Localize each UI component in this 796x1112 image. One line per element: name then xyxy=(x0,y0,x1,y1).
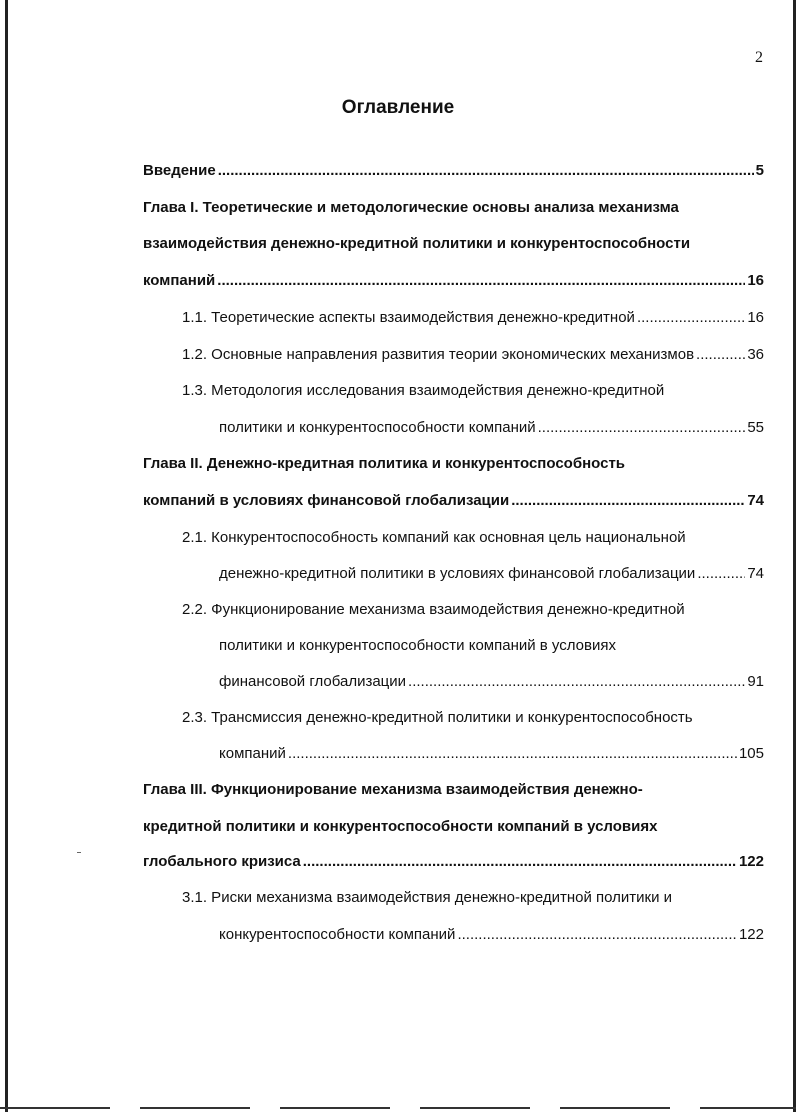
scan-speck xyxy=(77,852,81,853)
toc-entry-text: компаний в условиях финансовой глобализации xyxy=(143,492,510,509)
toc-entry-text: денежно-кредитной политики в условиях финансовой глобализации xyxy=(219,565,696,582)
toc-entry-text: 1.1. Теоретические аспекты взаимодействия денежно-кредитной xyxy=(182,309,635,326)
dot-leader xyxy=(511,490,745,512)
toc-page-ref: 122 xyxy=(738,853,764,870)
toc-page-ref: 16 xyxy=(747,309,764,326)
toc-chapter-2-line-2[interactable] xyxy=(143,490,764,512)
toc-chapter-1-line-2[interactable]: взаимодействия денежно-кредитной политики и конкурентоспособности xyxy=(143,235,691,252)
dot-leader xyxy=(696,344,745,366)
toc-chapter-3-line-1[interactable]: Глава III. Функционирование механизма взаимодействия денежно- xyxy=(143,781,643,798)
toc-page-ref: 16 xyxy=(747,272,764,289)
page-number: 2 xyxy=(755,49,763,66)
toc-entry-text: компаний xyxy=(143,272,216,289)
toc-entry-text: 1.2. Основные направления развития теории экономических механизмов xyxy=(182,346,695,363)
toc-entry-text: политики и конкурентоспособности компаний xyxy=(219,419,536,436)
toc-section-2-3-line-1[interactable]: 2.3. Трансмиссия денежно-кредитной политики и конкурентоспособность xyxy=(182,709,693,726)
toc-entry-text: Введение xyxy=(143,162,216,179)
toc-section-2-3-line-2[interactable] xyxy=(219,743,764,765)
dot-leader xyxy=(288,743,737,765)
dot-leader xyxy=(218,160,754,182)
toc-section-1-1[interactable] xyxy=(182,307,764,329)
dot-leader xyxy=(457,924,737,946)
toc-entry-text: финансовой глобализации xyxy=(219,673,407,690)
dot-leader xyxy=(408,671,745,693)
toc-chapter-3-line-2[interactable]: кредитной политики и конкурентоспособности компаний в условиях xyxy=(143,818,658,835)
toc-section-1-3-line-2[interactable] xyxy=(219,417,764,439)
dot-leader xyxy=(303,851,737,873)
toc-section-2-1-line-2[interactable] xyxy=(219,563,764,585)
toc-section-2-2-line-1[interactable]: 2.2. Функционирование механизма взаимодействия денежно-кредитной xyxy=(182,601,685,618)
dot-leader xyxy=(538,417,746,439)
dot-leader xyxy=(217,270,745,292)
toc-section-2-2-line-3[interactable] xyxy=(219,671,764,693)
toc-chapter-2-line-1[interactable]: Глава II. Денежно-кредитная политика и конкурентоспособность xyxy=(143,455,626,472)
toc-page-ref: 105 xyxy=(738,745,764,762)
toc-entry-text: компаний xyxy=(219,745,286,762)
toc-section-2-2-line-2[interactable]: политики и конкурентоспособности компаний в условиях xyxy=(219,637,616,654)
scan-edge-bottom xyxy=(0,1107,796,1109)
toc-entry-text: глобального кризиса xyxy=(143,853,301,870)
toc-chapter-1-line-3[interactable] xyxy=(143,270,764,292)
toc-section-1-2[interactable] xyxy=(182,344,764,366)
toc-page-ref: 55 xyxy=(747,419,764,436)
toc-section-3-1-line-1[interactable]: 3.1. Риски механизма взаимодействия денежно-кредитной политики и xyxy=(182,889,673,906)
scan-edge-left xyxy=(5,0,8,1112)
toc-page-ref: 74 xyxy=(747,492,764,509)
toc-page-ref: 36 xyxy=(747,346,764,363)
toc-section-2-1-line-1[interactable]: 2.1. Конкурентоспособность компаний как основная цель национальной xyxy=(182,529,686,546)
dot-leader xyxy=(637,307,745,329)
toc-chapter-1-line-1[interactable]: Глава I. Теоретические и методологические основы анализа механизма xyxy=(143,199,679,216)
toc-chapter-3-line-3[interactable] xyxy=(143,851,764,873)
dot-leader xyxy=(697,563,745,585)
toc-entry-intro[interactable] xyxy=(143,160,764,182)
toc-page-ref: 5 xyxy=(755,162,764,179)
toc-section-3-1-line-2[interactable] xyxy=(219,924,764,946)
toc-entry-text: конкурентоспособности компаний xyxy=(219,926,456,943)
toc-page-ref: 74 xyxy=(747,565,764,582)
toc-page-ref: 122 xyxy=(738,926,764,943)
toc-page-ref: 91 xyxy=(747,673,764,690)
toc-section-1-3-line-1[interactable]: 1.3. Методология исследования взаимодействия денежно-кредитной xyxy=(182,382,665,399)
toc-title: Оглавление xyxy=(341,97,455,118)
